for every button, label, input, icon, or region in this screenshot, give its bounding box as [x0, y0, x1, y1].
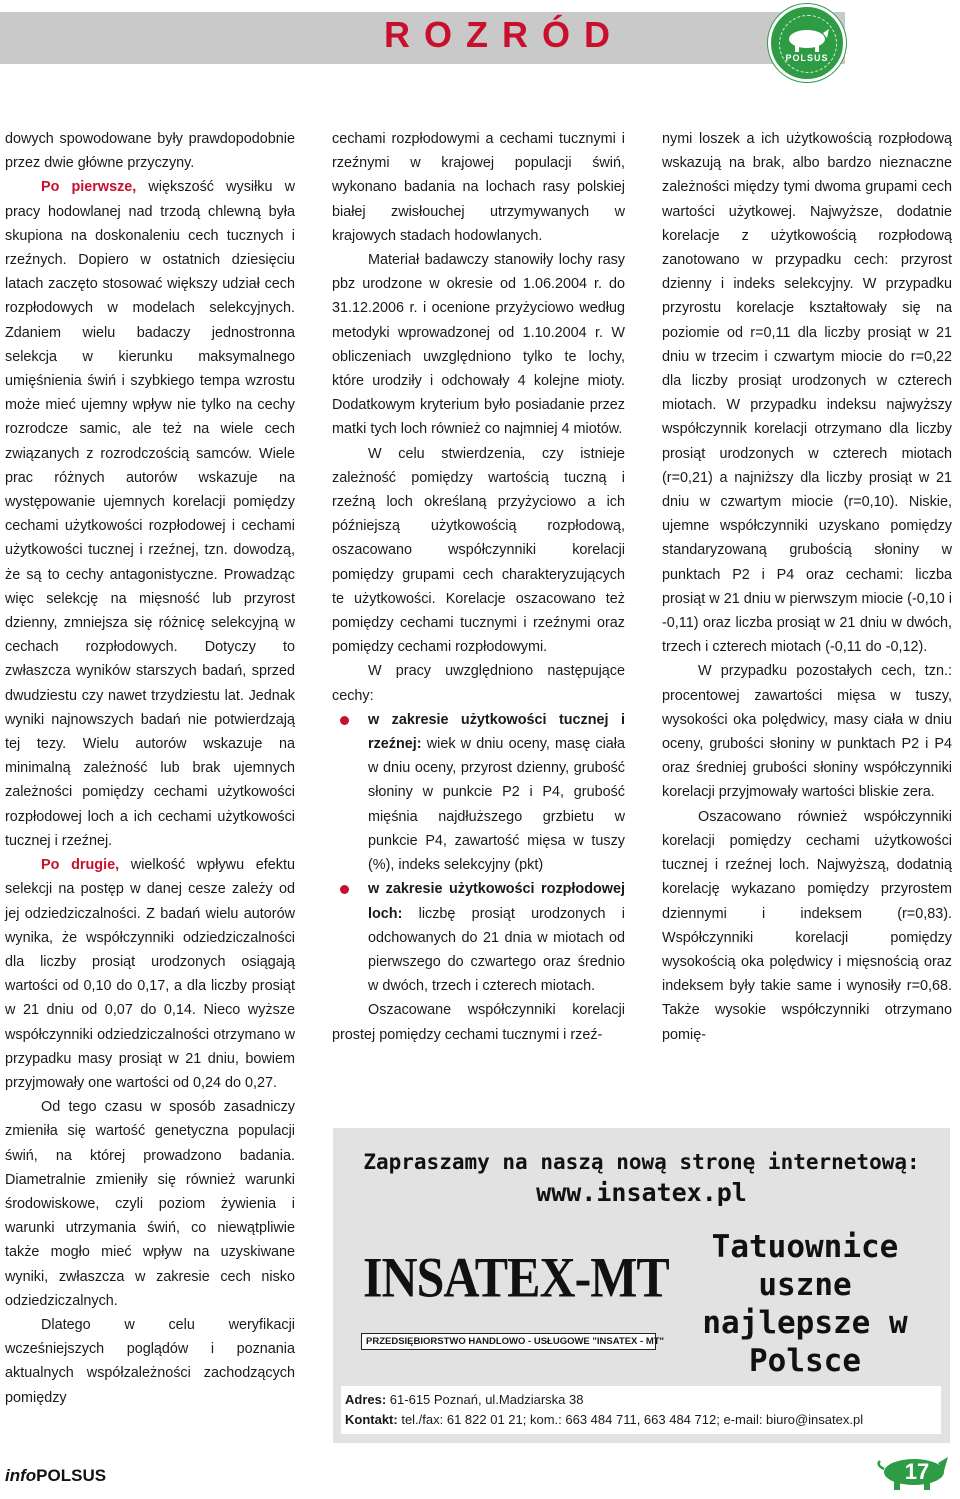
bullet-item: [332, 877, 625, 998]
paragraph: Dlatego w celu weryfikacji wcześniejszych poglądów i poznania aktualnych współzależności zachodzących pomiędzy: [5, 1316, 295, 1406]
ad-address-line: [345, 1390, 937, 1410]
bullet-icon: [340, 716, 349, 725]
ad-contact: tel./fax: 61 822 01 21; kom.: 663 484 711, 663 484 712; e-mail: biuro@insatex.pl: [397, 1412, 864, 1427]
paragraph: Od tego czasu w sposób zasadniczy zmieniła się wartość genetyczna populacji świń, na której prowadzono badania. Diametralnie zmieniły się również warunki środowiskowe, czyli poziom żywienia i warunki utrzymania świń, co niewątpliwie także mogło mieć wpływ na uzyskiwane wyniki, zwłaszcza w zakresie cech nisko odziedziczalnych.: [5, 1099, 295, 1309]
ad-contact-label: Kontakt:: [345, 1412, 398, 1427]
footer-brand-name: POLSUS: [36, 1466, 107, 1485]
ad-invite: Zapraszamy na naszą nową stronę internetową:: [363, 1150, 920, 1174]
paragraph: nymi loszek a ich użytkowością rozpłodową wskazują na brak, albo bardzo nieznaczne zależności między tymi dwoma grupami cech wartości użytkowej. Najwyższe, dodatnie korelacje z użytkowością rozpłodową zanotowano w przypadku cech: przyrost dzienny i indeks selekcyjny. W przypadku przyrostu korelacje kształtowały się na poziomie od r=0,11 dla liczby prosiąt w 21 dniu w trzecim i czwartym miocie do r=0,22 dla liczby prosiąt urodzonych w czterech miotach. W przypadku indeksu najwyższy współczynnik korelacji otrzymano dla liczby prosiąt urodzonych w czterech miotach (r=0,21) a najniższy dla liczby prosiąt w 21 dniu w czwartym miocie (r=0,10). Niskie, ujemne współczynniki uzyskano pomiędzy standaryzowaną grubością słoniny w punktach P2 i P4 oraz cechami: liczba prosiąt w 21 dniu w pierwszym miocie (-0,10 i -0,11) oraz liczba prosiąt w 21 dniu w dwóch, trzech i czterech miotach (-0,11 do -0,12).: [662, 131, 952, 656]
page-header: [0, 0, 960, 110]
ad-address: 61-615 Poznań, ul.Madziarska 38: [386, 1392, 584, 1407]
ad-brand-logo: INSATEX-MT: [363, 1244, 669, 1310]
lead-in: Po pierwsze,: [41, 179, 137, 196]
bullet-text: wiek w dniu oceny, masę ciała w dniu oceny, przyrost dzienny, grubość słoniny w punkcie P2 i P4, grubość mięśnia najdłuższego grzbietu w punkcie P4, zawartość mięsa w tuszy (%), indeks selekcyjny (pkt): [368, 736, 625, 874]
paragraph: W celu stwierdzenia, czy istnieje zależność pomiędzy wartością tuczną i rzeźną loch określaną przyżyciowo a ich późniejszą użytkowością rozpłodową, oszacowano współczynniki korelacji pomiędzy grupami cech charakteryzujących te użytkowości. Korelacje oszacowano też pomiędzy cechami tucznymi i rzeźnymi oraz pomiędzy cechami rozpłodowymi.: [332, 445, 625, 656]
paragraph: Oszacowane współczynniki korelacji prostej pomiędzy cechami tucznymi i rzeź-: [332, 1002, 625, 1043]
paragraph: W pracy uwzględniono następujące cechy:: [332, 663, 625, 704]
bullet-icon: [340, 885, 349, 894]
insatex-advertisement: [333, 1128, 950, 1443]
bullet-text: liczbę prosiąt urodzonych i odchowanych do 21 dnia w miotach od pierwszego do czwartego oraz średnio w dwóch, trzech i czterech miotach.: [368, 905, 625, 995]
paragraph: Oszacowano również współczynniki korelacji pomiędzy cechami użytkowości tucznej i rzeźnej loch. Najwyższą, dodatnią korelację wykazano pomiędzy przyrostem dziennymi i indeksem (r=0,83). Współczynniki korelacji pomiędzy wysokością oka polędwicy i mięsnością oraz indeksem były takie same i wynosiły r=0,68. Także wysokie współczynniki otrzymano pomię-: [662, 808, 952, 1043]
section-title: ROZRÓD: [384, 14, 624, 55]
paragraph: dowych spowodowane były prawdopodobnie przez dwie główne przyczyny.: [5, 131, 295, 172]
bullet-lead: w zakresie użytkowości tucznej i rzeźnej:: [368, 711, 625, 753]
ad-tagline: Tatuownice uszne najlepsze w Polsce: [702, 1229, 908, 1379]
paragraph: [5, 853, 295, 1095]
ad-address-label: Adres:: [345, 1392, 387, 1407]
ad-website-link[interactable]: www.insatex.pl: [536, 1178, 747, 1207]
ad-company-name: PRZEDSIĘBIORSTWO HANDLOWO - USŁUGOWE "INSATEX - MT": [361, 1333, 656, 1350]
paragraph: Materiał badawczy stanowiły lochy rasy pbz urodzone w okresie od 1.06.2004 r. do 31.12.2006 r. i ocenione przyżyciowo według metodyki wprowadzonej od 1.10.2004 r. W obliczeniach uwzględniono tylko te lochy, które urodziły i odchowały 4 kolejne mioty. Dodatkowym kryterium było posiadanie przez matki tych loch również co najmniej 4 miotów.: [332, 252, 625, 438]
polsus-logo: [768, 4, 846, 82]
paragraph-text: wielkość wpływu efektu selekcji na postęp w danej cesze zależy od jej odziedziczalności. Z badań wielu autorów wynika, że współczynniki odziedziczalności dla liczby prosiąt urodzonych osiągają wartości od 0,10 do 0,17, a dla liczby prosiąt w 21 dniu od 0,07 do 0,14. Nieco wyższe współczynniki odziedziczalności otrzymano w przypadku masy prosiąt w 21 dniu, bowiem przyjmowały one wartości od 0,24 do 0,27.: [5, 857, 295, 1091]
article-column-1: [5, 127, 295, 1410]
paragraph: W przypadku pozostałych cech, tzn.: procentowej zawartości mięsa w tuszy, wysokości oka polędwicy, masy ciała w dniu oceny, grubości słoniny w punktach P2 i P4 oraz średniej grubości słoniny współczynniki korelacji przyjmowały wartości bliskie zera.: [662, 663, 952, 801]
ad-contact-box: [341, 1386, 941, 1434]
ad-contact-line: [345, 1410, 937, 1430]
paragraph: cechami rozpłodowymi a cechami tucznymi i rzeźnymi w krajowej populacji świń, wykonano badania na lochach rasy polskiej białej zwisłouchej utrzymywanych w krajowych stadach hodowlanych.: [332, 131, 625, 244]
paragraph-text: większość wysiłku w pracy hodowlanej nad trzodą chlewną była skupiona na doskonaleniu cech tucznych i rzeźnych. Dopiero w ostatnich dziesięciu latach zaczęto stosować większy udział cech rozpłodowych w modelach selekcyjnych. Zdaniem wielu badaczy jednostronna selekcja w kierunku maksymalnego umięśnienia świń i szybkiego tempa wzrostu może mieć ujemny wpływ nie tylko na cechy rozrodcze samic, ale też na wiele cech związanych z rozrodczością samców. Wiele prac różnych autorów wskazuje na występowanie ujemnych korelacji pomiędzy cechami użytkowości rozpłodowej i cechami użytkowości tucznej i rzeźnej, tzn. dowodzą, że są to cechy antagonistyczne. Prowadząc więc selekcję na mięsność lub przyrost dzienny, zmniejsza się różnicę selekcyjną w cechach rozpłodowych. Dotyczy to zwłaszcza wyników starszych badań, sprzed dwudziestu czy nawet trzydziestu lat. Jednak wyniki najnowszych badań nie potwierdzają tej tezy. Wielu autorów wskazuje na minimalną zależność lub brak ujemnych zależności pomiędzy cechami użytkowości rozpłodowej loch a ich cechami użytkowości tucznej i rzeźnej.: [5, 179, 295, 849]
paragraph: [5, 175, 295, 853]
footer-brand: [5, 1466, 106, 1486]
logo-text: POLSUS: [785, 53, 829, 63]
bullet-item: [332, 708, 625, 877]
bullet-lead: w zakresie użytkowości rozpłodowej loch:: [368, 881, 625, 922]
article-column-3: [662, 127, 952, 1047]
footer-brand-prefix: info: [5, 1466, 37, 1485]
page-number: 17: [904, 1459, 930, 1484]
lead-in: Po drugie,: [41, 857, 120, 874]
article-column-2: [332, 127, 625, 1047]
pig-icon: [771, 7, 843, 79]
